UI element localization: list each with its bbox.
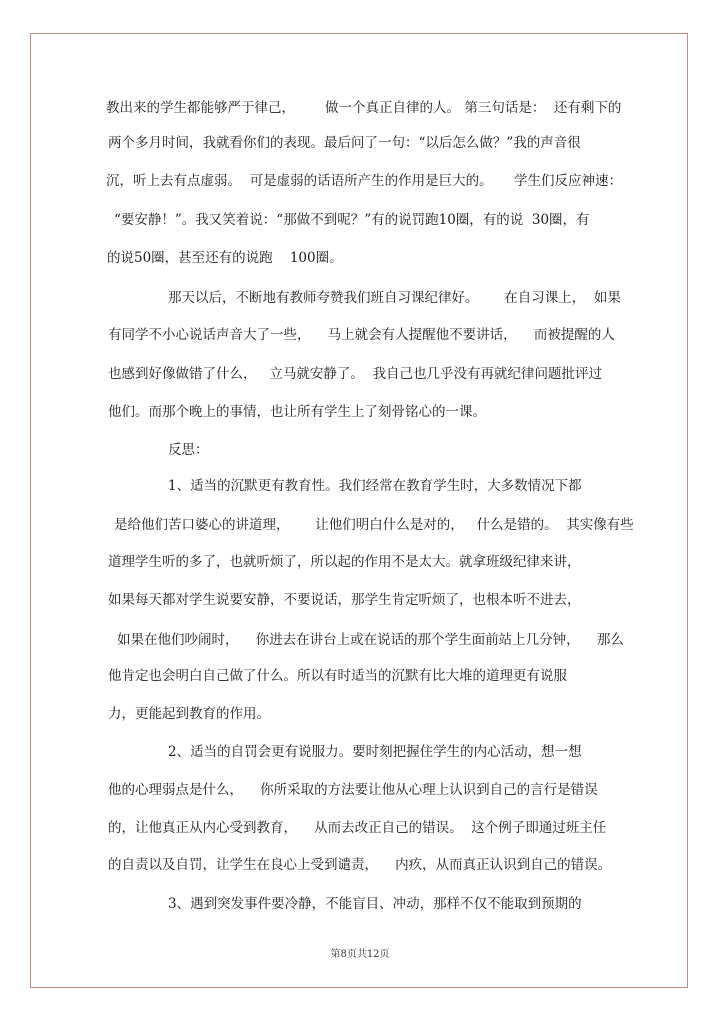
text-line: 他的心理弱点是什么， 你所采取的方法要让他从心理上认识到自己的言行是错误 bbox=[108, 782, 598, 798]
text-line: 他肯定也会明白自己做了什么。所以有时适当的沉默有比大堆的道理更有说服 bbox=[108, 668, 567, 684]
text-line: 的，让他真正从内心受到教育， 从而去改正自己的错误。 这个例子即通过班主任 bbox=[108, 820, 607, 836]
text-line: 他们。而那个晚上的事情，也让所有学生上了刻骨铭心的一课。 bbox=[108, 404, 486, 420]
text-line: 力，更能起到教育的作用。 bbox=[108, 706, 270, 722]
section-heading: 反思： bbox=[168, 442, 209, 458]
page-footer: 第8页共12页 bbox=[330, 949, 390, 960]
text-line: 3、遇到突发事件要冷静，不能盲目、冲动，那样不仅不能取到预期的 bbox=[168, 896, 582, 912]
text-line: 教出来的学生都能够严于律己， 做一个真正自律的人。 第三句话是： 还有剩下的 bbox=[106, 100, 622, 116]
text-line: “要安静！”。我又笑着说：“那做不到呢？”有的说罚跑10圈，有的说 30圈，有 bbox=[114, 212, 590, 228]
text-line: 的自责以及自罚，让学生在良心上受到谴责， 内疚，从而真正认识到自己的错误。 bbox=[108, 857, 612, 873]
text-line: 有同学不小心说话声音大了一些， 马上就会有人提醒他不要讲话， 而被提醒的人 bbox=[108, 327, 615, 343]
text-line: 如果每天都对学生说要安静，不要说话，那学生肯定听烦了，也根本听不进去， bbox=[108, 592, 581, 608]
text-line: 道理学生听的多了，也就听烦了，所以起的作用不是太大。就拿班级纪律来讲， bbox=[108, 554, 581, 570]
text-line: 两个多月时间，我就看你们的表现。最后问了一句：“以后怎么做？”我的声音很 bbox=[108, 135, 581, 151]
text-line: 2、适当的自罚会更有说服力。要时刻把握住学生的内心活动，想一想 bbox=[168, 744, 582, 760]
text-line: 那天以后，不断地有教师夸赞我们班自习课纪律好。 在自习课上， 如果 bbox=[168, 290, 621, 306]
text-line: 是给他们苦口婆心的讲道理， 让他们明白什么是对的， 什么是错的。 其实像有些 bbox=[114, 517, 634, 533]
text-line: 沉，听上去有点虚弱。 可是虚弱的话语所产生的作用是巨大的。 学生们反应神速： bbox=[106, 173, 623, 189]
text-line: 如果在他们吵闹时， 你进去在讲台上或在说话的那个学生面前站上几分钟， 那么 bbox=[117, 632, 624, 648]
text-line: 也感到好像做错了什么， 立马就安静了。 我自己也几乎没有再就纪律问题批评过 bbox=[108, 366, 602, 382]
text-line: 1、适当的沉默更有教育性。我们经常在教育学生时，大多数情况下都 bbox=[168, 478, 582, 494]
text-line: 的说50圈，甚至还有的说跑 100圈。 bbox=[107, 250, 343, 266]
